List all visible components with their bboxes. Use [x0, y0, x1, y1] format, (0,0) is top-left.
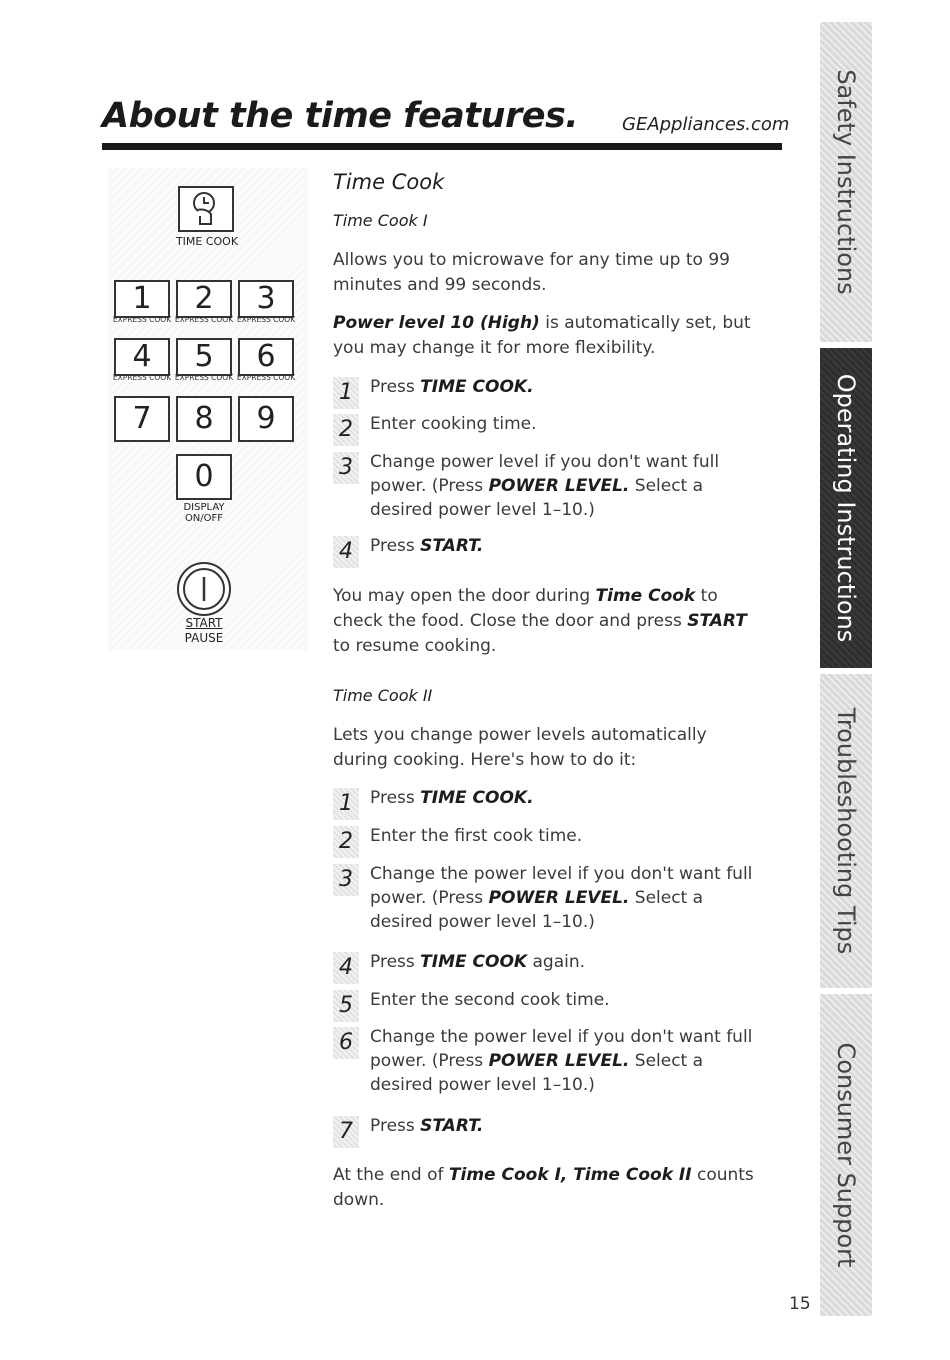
step-text: Press [370, 377, 421, 397]
step-key: START. [420, 1116, 484, 1136]
step-text: Select a desired power level 1–10.) [370, 476, 704, 520]
step-text: Enter the second cook time. [370, 990, 610, 1010]
step-text: again. [527, 952, 586, 972]
express-cook-label: EXPRESS COOK [236, 315, 296, 324]
step-text: Enter the first cook time. [370, 826, 583, 846]
page-number: 15 [789, 1294, 811, 1314]
tab-label: Safety Instructions [832, 69, 860, 295]
step-key: POWER LEVEL. [488, 476, 630, 496]
step-number: 3 [333, 452, 359, 484]
time-cook-label: TIME COOK [175, 235, 239, 248]
key-7: 7 [114, 396, 170, 442]
power-level-bold: Power level 10 (High) [333, 313, 540, 333]
start-pause-button [175, 560, 233, 618]
express-cook-label: EXPRESS COOK [112, 373, 172, 382]
time-cook-1-heading: Time Cook I [333, 211, 428, 230]
power-level-rest: is automatically set, but you may change it for more flexibility. [333, 313, 751, 358]
step-key: TIME COOK [420, 952, 528, 972]
step-key: TIME COOK. [420, 377, 534, 397]
end-note [333, 1163, 773, 1213]
step-number: 7 [333, 1116, 359, 1148]
key-3: 3 [238, 280, 294, 318]
header-rule [102, 143, 782, 150]
step-key: POWER LEVEL. [488, 1051, 630, 1071]
time-cook-icon [180, 188, 232, 230]
tab-label: Consumer Support [832, 1042, 860, 1268]
door-note [333, 584, 753, 659]
website-link: GEAppliances.com [622, 114, 790, 135]
pause-label: PAUSE [184, 631, 224, 645]
key-8: 8 [176, 396, 232, 442]
step-number: 5 [333, 990, 359, 1022]
tab-safety-instructions[interactable] [820, 22, 872, 342]
key-6: 6 [238, 338, 294, 376]
power-level-note [333, 311, 773, 361]
express-cook-label: EXPRESS COOK [236, 373, 296, 382]
step-text: Press [370, 536, 421, 556]
key-4: 4 [114, 338, 170, 376]
note-text: At the end of [333, 1165, 449, 1185]
start-label: START [185, 616, 223, 630]
note-bold: Time Cook [595, 586, 696, 606]
time-cook-1-intro: Allows you to microwave for any time up to 99 minutes and 99 seconds. [333, 250, 730, 295]
note-text: to check the food. Close the door and press [333, 586, 718, 631]
express-cook-label: EXPRESS COOK [112, 315, 172, 324]
step-number: 4 [333, 536, 359, 568]
key-1: 1 [114, 280, 170, 318]
page-title: About the time features. [102, 96, 579, 136]
step-text: Select a desired power level 1–10.) [370, 888, 704, 932]
step-text: Press [370, 788, 421, 808]
step-key: TIME COOK. [420, 788, 534, 808]
tab-operating-instructions[interactable] [820, 348, 872, 668]
step-text: Change power level if you don't want full power. (Press [370, 452, 720, 496]
tab-consumer-support[interactable] [820, 994, 872, 1316]
step-number: 3 [333, 864, 359, 896]
note-text: You may open the door during [333, 586, 596, 606]
time-cook-2-intro: Lets you change power levels automatically during cooking. Here's how to do it: [333, 725, 707, 770]
step-text: Enter cooking time. [370, 414, 537, 434]
note-text: to resume cooking. [333, 636, 497, 656]
step-text: Change the power level if you don't want full power. (Press [370, 864, 753, 908]
step-number: 1 [333, 788, 359, 820]
time-cook-button [178, 186, 234, 232]
key-9: 9 [238, 396, 294, 442]
key-0: 0 [176, 454, 232, 500]
tab-label: Troubleshooting Tips [832, 707, 860, 955]
note-bold: START [687, 611, 747, 631]
step-text: Select a desired power level 1–10.) [370, 1051, 704, 1095]
step-text: Change the power level if you don't want full power. (Press [370, 1027, 753, 1071]
key-5: 5 [176, 338, 232, 376]
tab-troubleshooting-tips[interactable] [820, 674, 872, 988]
step-text: Press [370, 1116, 421, 1136]
note-text: counts down. [333, 1165, 754, 1210]
key-2: 2 [176, 280, 232, 318]
express-cook-label: EXPRESS COOK [174, 315, 234, 324]
step-key: POWER LEVEL. [488, 888, 630, 908]
express-cook-label: EXPRESS COOK [174, 373, 234, 382]
step-number: 1 [333, 377, 359, 409]
section-title: Time Cook [333, 170, 445, 194]
step-text: Press [370, 952, 421, 972]
time-cook-2-heading: Time Cook II [333, 686, 433, 705]
step-number: 2 [333, 826, 359, 858]
tab-label: Operating Instructions [832, 373, 860, 643]
step-number: 4 [333, 952, 359, 984]
step-number: 2 [333, 414, 359, 446]
step-number: 6 [333, 1027, 359, 1059]
keypad-illustration [108, 168, 308, 650]
step-key: START. [420, 536, 484, 556]
display-on-off-label: DISPLAY ON/OFF [183, 502, 225, 524]
note-bold: Time Cook I, Time Cook II [448, 1165, 692, 1185]
